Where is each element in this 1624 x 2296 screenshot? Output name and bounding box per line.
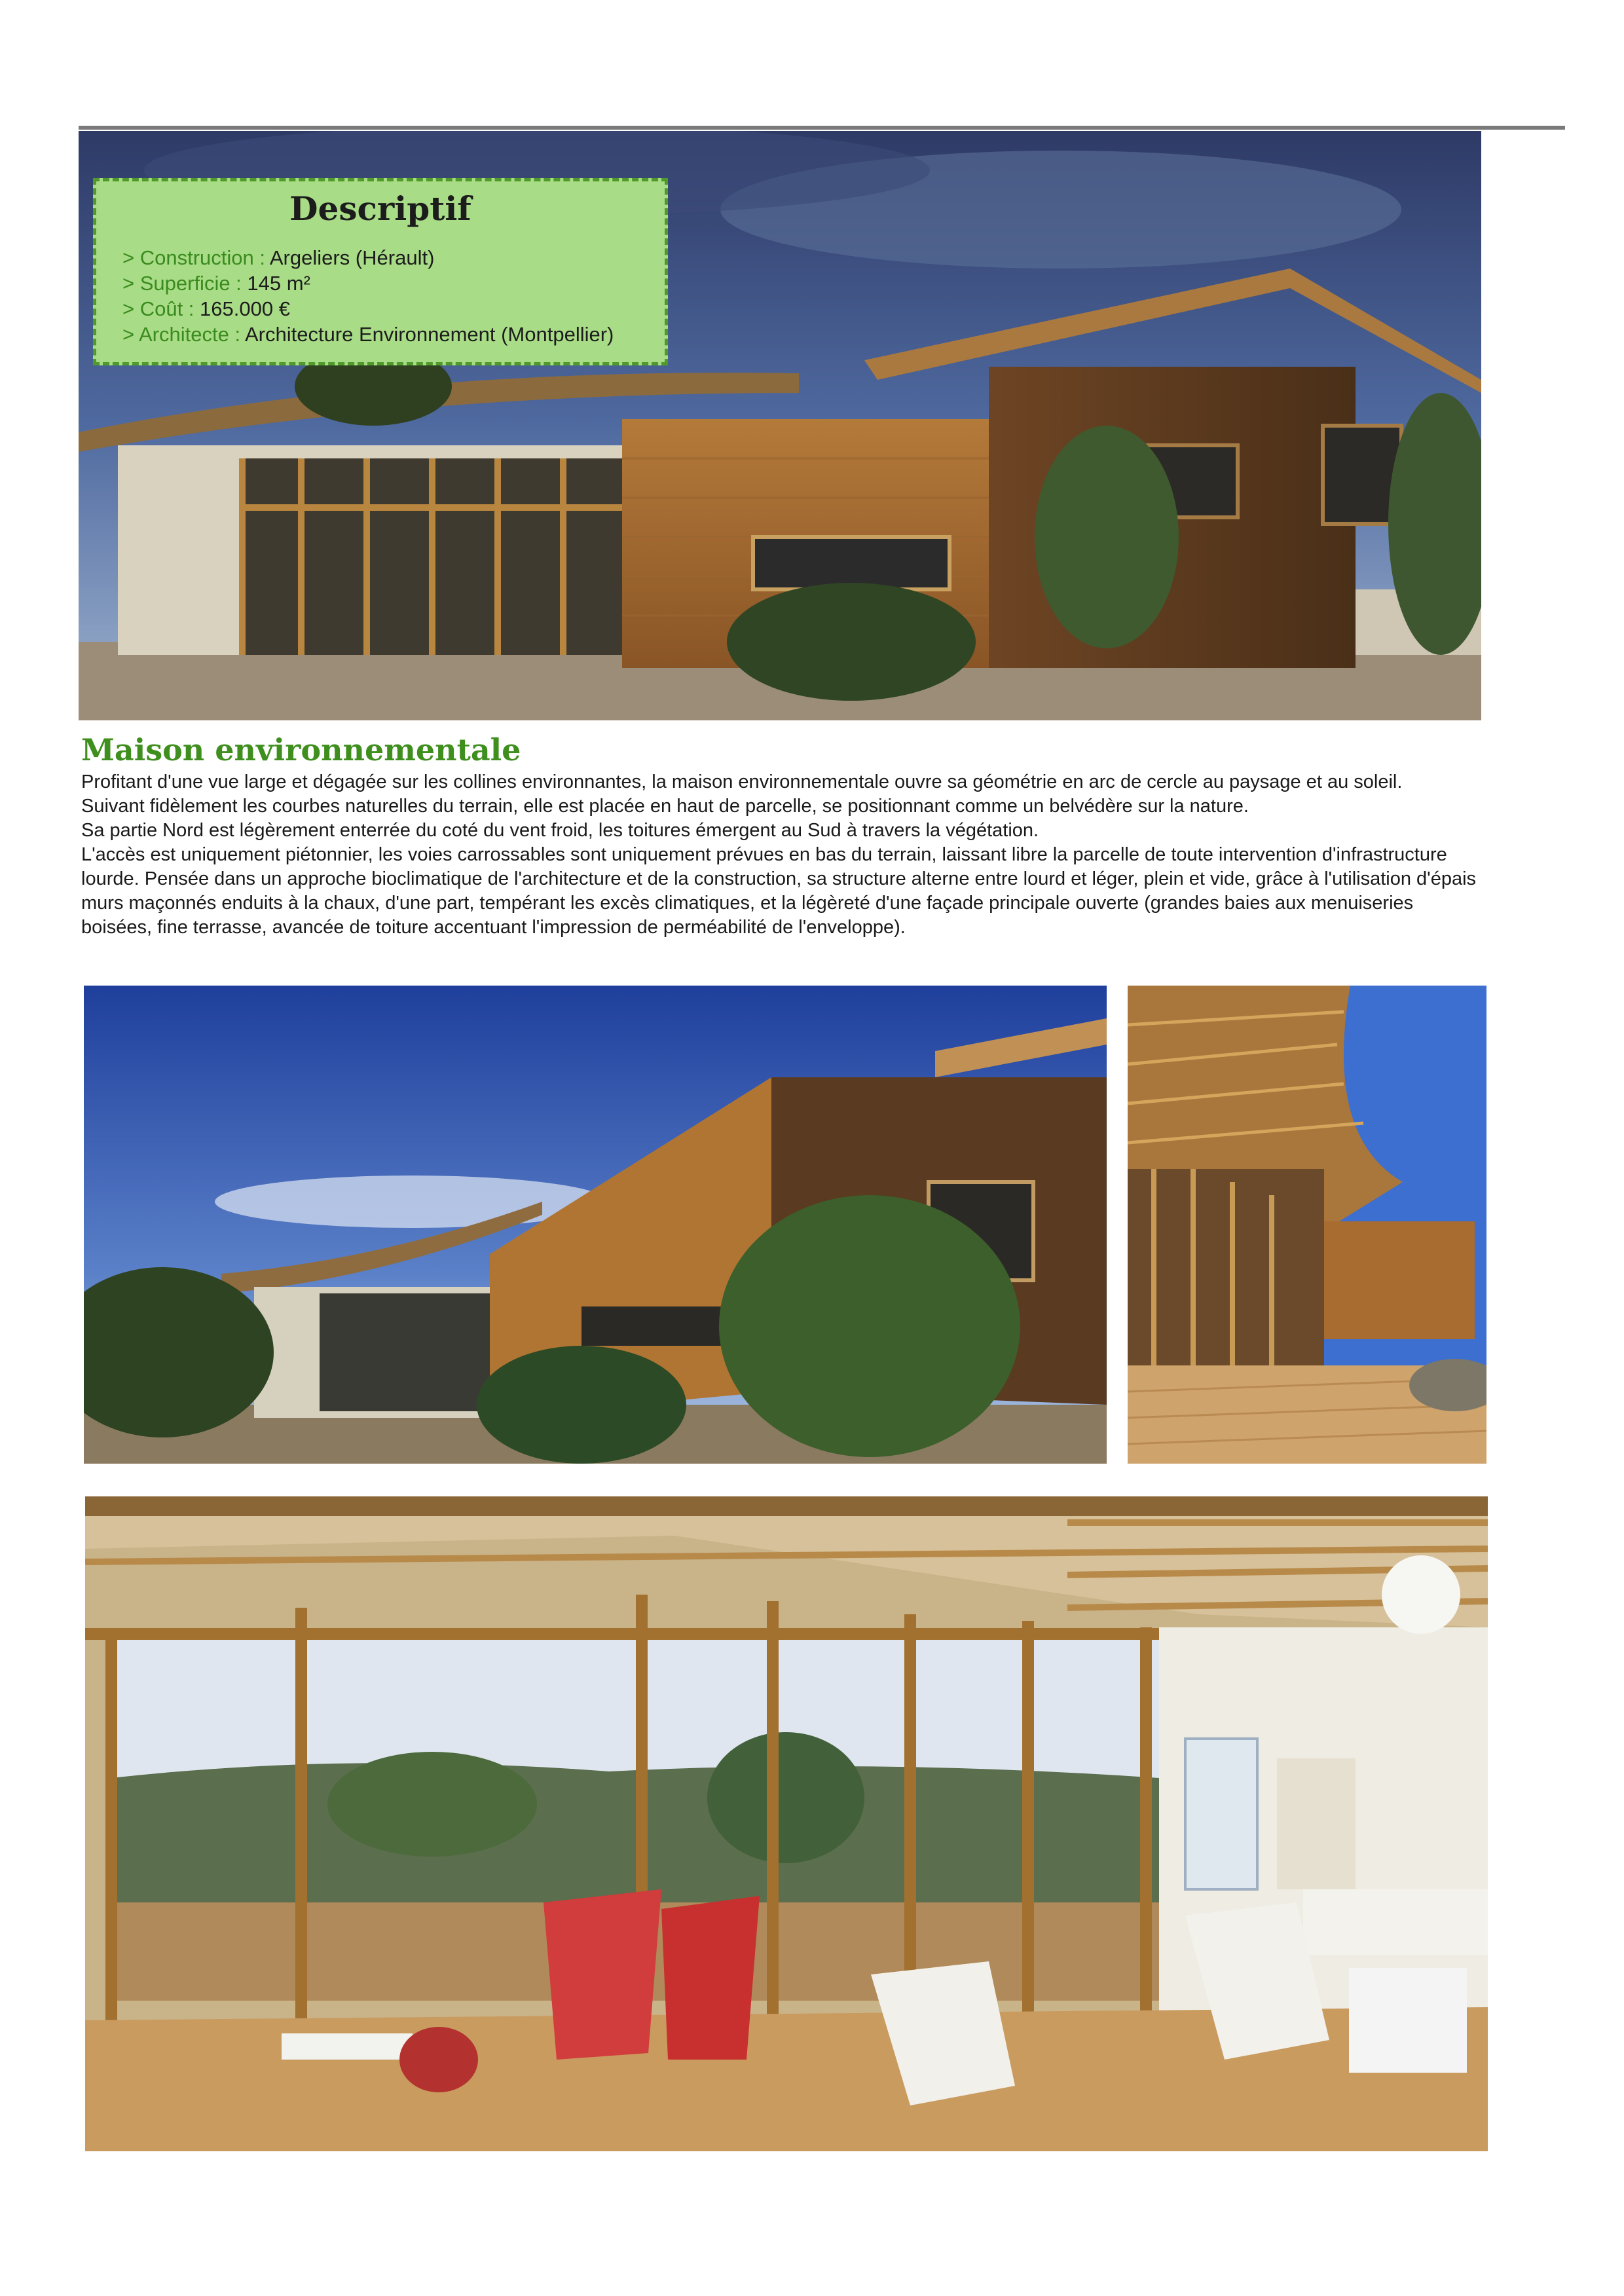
superficie-line bbox=[122, 270, 638, 296]
descriptif-box bbox=[93, 178, 668, 365]
article-title: Maison environnementale bbox=[81, 732, 521, 768]
construction-label: > Construction : bbox=[122, 246, 270, 269]
cout-label: > Coût : bbox=[122, 297, 200, 320]
construction-value: Argeliers (Hérault) bbox=[269, 246, 435, 269]
cout-value: 165.000 € bbox=[200, 297, 290, 320]
architecte-line bbox=[122, 322, 638, 347]
cout-line bbox=[122, 296, 638, 322]
architecte-label: > Architecte : bbox=[122, 323, 245, 346]
top-rule bbox=[79, 126, 1565, 130]
article-paragraph-1: Profitant d'une vue large et dégagée sur les collines environnantes, la maison environnementale ouvre sa géométrie en arc de cercle au paysage et au soleil. bbox=[81, 771, 1403, 792]
article-paragraph-2: Suivant fidèlement les courbes naturelles du terrain, elle est placée en haut de parcelle, se positionnant comme un belvédère sur la nature. bbox=[81, 796, 1249, 817]
article-paragraph-3: Sa partie Nord est légèrement enterrée du coté du vent froid, les toitures émergent au Sud à travers la végétation. bbox=[81, 820, 1039, 841]
photo-interior-living-room bbox=[85, 1496, 1488, 2151]
descriptif-title: Descriptif bbox=[289, 189, 471, 228]
photo-terrace-gallery bbox=[1128, 986, 1486, 1464]
superficie-label: > Superficie : bbox=[122, 272, 248, 295]
superficie-value: 145 m² bbox=[247, 272, 310, 295]
article-body bbox=[81, 770, 1484, 940]
article-paragraph-4: L'accès est uniquement piétonnier, les voies carrossables sont uniquement prévues en bas du terrain, laissant libre la parcelle de toute intervention d'infrastructure lourde. Pensée dans un approche bioclimatique de l'architecture et de la construction, sa structure alterne entre lourd et léger, plein et vide, grâce à l'utilisation d'épais murs maçonnés enduits à la chaux, d'une part, tempérant les excès climatiques, et la légèreté d'une façade principale ouverte (grandes baies aux menuiseries boisées, fine terrasse, avancée de toiture accentuant l'impression de perméabilité de l'enveloppe). bbox=[81, 844, 1477, 938]
photo-house-exterior-side bbox=[84, 986, 1107, 1464]
construction-line bbox=[122, 245, 638, 270]
architecte-value: Architecture Environnement (Montpellier) bbox=[244, 323, 614, 346]
